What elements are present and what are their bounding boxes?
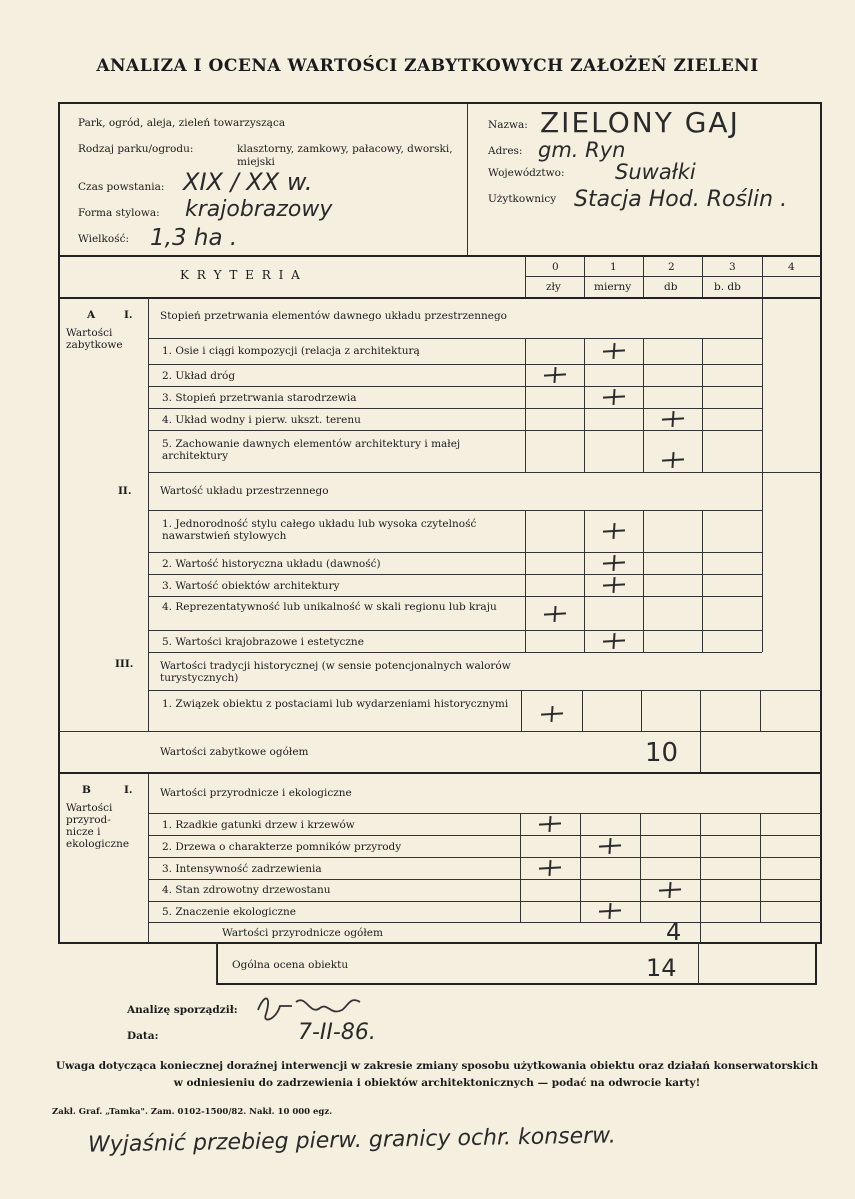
address-label: Adres:	[488, 145, 523, 157]
scale-number: 3	[729, 261, 736, 273]
divider	[643, 510, 644, 652]
rating-mark	[662, 411, 684, 427]
section-b-letter: B	[82, 784, 91, 796]
divider	[760, 690, 761, 731]
divider	[148, 922, 821, 923]
section-b-roman: I.	[124, 784, 133, 796]
divider	[762, 473, 763, 652]
group2-title: Wartość układu przestrzennego	[160, 485, 329, 497]
park-kind-options-2: miejski	[237, 156, 275, 168]
a1-item: 4. Układ wodny i pierw. ukszt. terenu	[162, 414, 361, 426]
address-value: gm. Ryn	[538, 138, 626, 162]
divider	[584, 256, 585, 297]
divider	[148, 408, 762, 409]
divider	[760, 813, 761, 922]
divider	[148, 813, 821, 814]
divider	[148, 510, 762, 511]
divider	[148, 574, 762, 575]
divider	[148, 652, 762, 653]
section-b-total-value: 4	[666, 918, 682, 946]
b-item: 3. Intensywność zadrzewienia	[162, 863, 322, 875]
date-value: 7-II-86.	[298, 1020, 376, 1045]
divider	[700, 813, 701, 922]
divider	[148, 552, 762, 553]
divider	[148, 773, 149, 943]
date-label: Data:	[127, 1030, 159, 1042]
a2-item: 4. Reprezentatywność lub unikalność w skali regionu lub kraju	[162, 601, 497, 613]
scale-label: b. db	[714, 281, 741, 293]
page-title: ANALIZA I OCENA WARTOŚCI ZABYTKOWYCH ZAŁOŻEŃ ZIELENI	[96, 56, 759, 76]
park-type-text: Park, ogród, aleja, zieleń towarzysząca	[78, 117, 286, 129]
divider	[148, 835, 821, 836]
divider	[148, 298, 149, 731]
scale-label: zły	[546, 281, 561, 293]
printer-info: Zakł. Graf. „Tamka". Zam. 0102-1500/82. Nakł. 10 000 egz.	[52, 1107, 333, 1117]
rating-mark	[539, 860, 561, 876]
scale-number: 2	[668, 261, 675, 273]
divider	[582, 690, 583, 731]
a2-item: 1. Jednorodność stylu całego układu lub wysoka czytelność nawarstwień stylowych	[162, 518, 477, 542]
scale-number: 0	[552, 261, 559, 273]
divider	[700, 731, 701, 773]
divider	[148, 630, 762, 631]
a1-item: 5. Zachowanie dawnych elementów architektury i małej architektury	[162, 438, 461, 462]
divider	[148, 596, 762, 597]
rating-mark	[603, 389, 625, 405]
divider	[58, 297, 822, 299]
scale-label: mierny	[594, 281, 632, 293]
a2-item: 5. Wartości krajobrazowe i estetyczne	[162, 636, 364, 648]
divider	[525, 276, 821, 277]
a1-item: 2. Układ dróg	[162, 370, 236, 382]
divider	[148, 472, 821, 473]
rating-mark	[662, 452, 684, 468]
rating-mark	[599, 903, 621, 919]
scale-number: 4	[788, 261, 795, 273]
rating-mark	[541, 706, 563, 722]
park-kind-label: Rodzaj parku/ogrodu:	[78, 143, 194, 155]
footer-note: Uwaga dotycząca koniecznej doraźnej interwencji w zakresie zmiany sposobu użytkowania obiektu oraz działań konserwatorskich w odniesieniu do zadrzewienia i obiektów architektonicznych — podać na odwrocie karty!	[55, 1060, 819, 1089]
divider	[702, 256, 703, 297]
b-item: 4. Stan zdrowotny drzewostanu	[162, 884, 331, 896]
divider	[148, 857, 821, 858]
divider	[520, 813, 521, 922]
section-a-roman: I.	[124, 309, 133, 321]
divider	[148, 430, 762, 431]
era-label: Czas powstania:	[78, 181, 165, 193]
rating-mark	[544, 367, 566, 383]
divider	[148, 386, 762, 387]
divider	[58, 772, 822, 774]
a2-item: 2. Wartość historyczna układu (dawność)	[162, 558, 381, 570]
section-a-letter: A	[87, 309, 96, 321]
divider	[584, 510, 585, 652]
divider	[525, 510, 526, 652]
divider	[643, 338, 644, 472]
rating-mark	[603, 343, 625, 359]
overall-value: 14	[646, 954, 677, 982]
divider	[216, 943, 217, 985]
scale-number: 1	[610, 261, 617, 273]
divider	[525, 256, 526, 297]
size-label: Wielkość:	[78, 233, 130, 245]
park-kind-options: klasztorny, zamkowy, pałacowy, dworski,	[237, 143, 453, 155]
section-b-group-title: Wartości przyrodnicze i ekologiczne	[160, 787, 352, 799]
b-item: 2. Drzewa o charakterze pomników przyrody	[162, 841, 402, 853]
style-value: krajobrazowy	[185, 197, 333, 222]
section-a-total-label: Wartości zabytkowe ogółem	[160, 746, 309, 758]
rating-mark	[603, 523, 625, 539]
divider	[702, 510, 703, 652]
users-value: Stacja Hod. Roślin .	[574, 187, 788, 212]
divider	[148, 690, 821, 691]
divider	[148, 364, 762, 365]
rating-mark	[599, 838, 621, 854]
section-b-total-label: Wartości przyrodnicze ogółem	[222, 927, 383, 939]
name-value: ZIELONY GAJ	[540, 106, 740, 139]
divider	[698, 943, 699, 984]
section-b-label: Wartości przyrod- nicze i ekologiczne	[66, 802, 130, 850]
overall-label: Ogólna ocena obiektu	[232, 959, 349, 971]
rating-mark	[603, 633, 625, 649]
divider	[700, 922, 701, 943]
section-a-total-value: 10	[645, 738, 679, 768]
divider	[521, 690, 522, 731]
rating-mark	[603, 555, 625, 571]
a1-item: 1. Osie i ciągi kompozycji (relacja z architekturą	[162, 345, 420, 357]
divider	[643, 256, 644, 297]
voivodeship-value: Suwałki	[615, 160, 696, 184]
b-item: 1. Rzadkie gatunki drzew i krzewów	[162, 819, 355, 831]
criteria-title: K R Y T E R I A	[180, 268, 302, 282]
divider	[58, 255, 822, 257]
group1-title: Stopień przetrwania elementów dawnego układu przestrzennego	[160, 310, 507, 322]
a2-item: 3. Wartość obiektów architektury	[162, 580, 340, 592]
divider	[641, 690, 642, 731]
divider	[700, 690, 701, 731]
divider	[525, 338, 526, 472]
handwritten-note: Wyjaśnić przebieg pierw. granicy ochr. konserw.	[87, 1123, 616, 1158]
divider	[148, 338, 762, 339]
users-label: Użytkownicy	[488, 193, 557, 205]
name-label: Nazwa:	[488, 119, 528, 131]
a3-item: 1. Związek obiektu z postaciami lub wydarzeniami historycznymi	[162, 698, 509, 710]
a1-item: 3. Stopień przetrwania starodrzewia	[162, 392, 357, 404]
divider	[584, 338, 585, 472]
divider	[58, 731, 822, 732]
voivodeship-label: Województwo:	[488, 167, 565, 179]
divider	[640, 813, 641, 922]
rating-mark	[539, 816, 561, 832]
rating-mark	[603, 577, 625, 593]
section-a-label: Wartości zabytkowe	[66, 327, 123, 351]
era-value: XIX / XX w.	[183, 168, 313, 196]
group2-roman: II.	[118, 485, 132, 497]
scale-label: db	[664, 281, 678, 293]
divider	[467, 104, 468, 255]
rating-mark	[544, 606, 566, 622]
divider	[148, 879, 821, 880]
style-label: Forma stylowa:	[78, 207, 160, 219]
divider	[580, 813, 581, 922]
divider	[148, 901, 821, 902]
group3-title: Wartości tradycji historycznej (w sensie potencjonalnych walorów turystycznych)	[160, 660, 511, 684]
divider	[702, 338, 703, 472]
rating-mark	[659, 882, 681, 898]
prepared-label: Analizę sporządził:	[127, 1004, 238, 1016]
b-item: 5. Znaczenie ekologiczne	[162, 906, 297, 918]
size-value: 1,3 ha .	[150, 225, 238, 251]
divider	[762, 256, 763, 297]
group3-roman: III.	[115, 658, 134, 670]
divider	[762, 298, 763, 473]
